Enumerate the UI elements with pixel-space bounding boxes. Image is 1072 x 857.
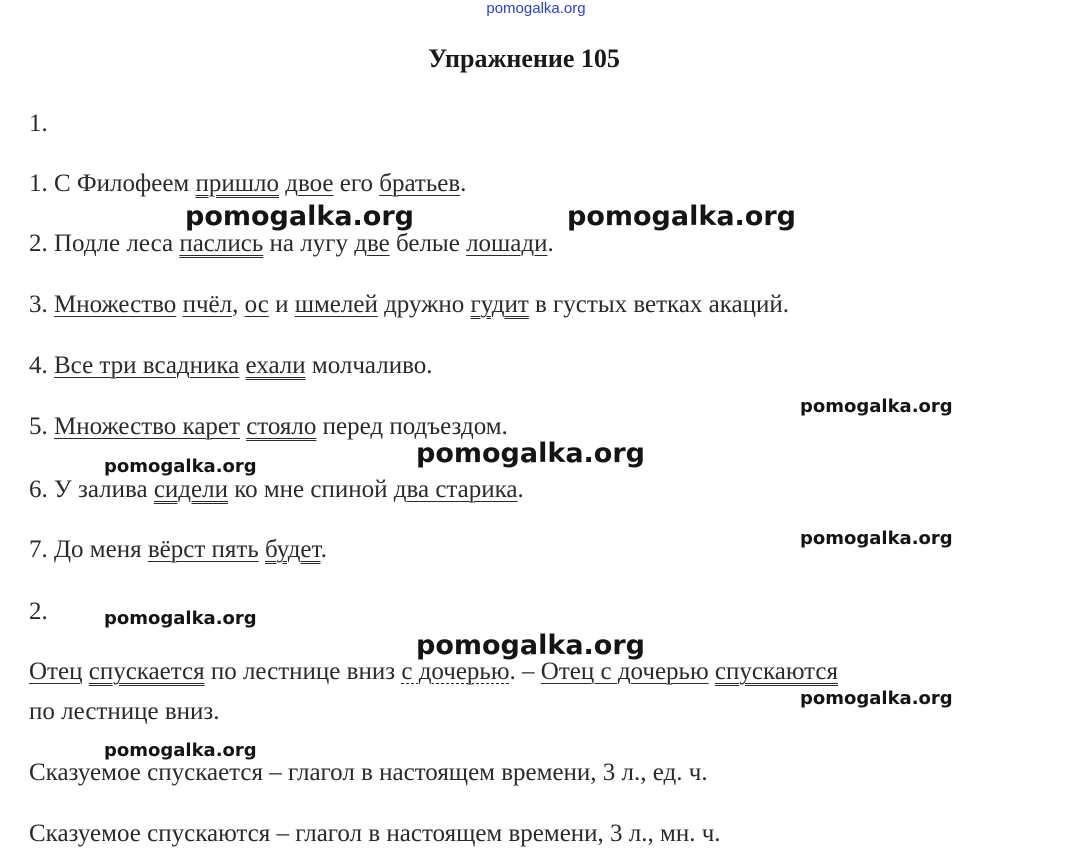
watermark: pomogalka.org xyxy=(800,528,953,549)
text-segment: по лестнице вниз xyxy=(204,658,402,685)
text-segment: ко мне спиной xyxy=(227,476,394,503)
text-segment: . – xyxy=(509,658,541,685)
top-watermark: pomogalka.org xyxy=(486,0,586,17)
sentence-2 xyxy=(29,230,554,258)
text-segment: 4. xyxy=(29,352,54,379)
text-segment: 5. xyxy=(29,413,54,440)
watermark: pomogalka.org xyxy=(416,438,645,469)
watermark: pomogalka.org xyxy=(416,630,645,661)
text-segment: молчаливо. xyxy=(305,352,433,379)
text-segment: его xyxy=(333,170,380,197)
underlined-word: ехали xyxy=(245,352,306,379)
predicate-plural-note: Сказуемое спускаются – глагол в настоящем времени, 3 л., мн. ч. xyxy=(29,820,721,847)
underlined-word: два старика xyxy=(393,476,518,503)
underlined-word: пчёл xyxy=(182,291,233,318)
text-segment: в густых ветках акаций. xyxy=(528,291,790,318)
text-segment: 7. До меня xyxy=(29,536,148,563)
text-segment: 2. Подле леса xyxy=(29,230,180,257)
watermark: pomogalka.org xyxy=(104,740,257,761)
underlined-word: Отец xyxy=(29,658,83,685)
sentence-3 xyxy=(29,291,789,319)
watermark: pomogalka.org xyxy=(800,688,953,709)
watermark: pomogalka.org xyxy=(104,608,257,629)
part-2-line-2: по лестнице вниз. xyxy=(29,698,220,725)
text-segment: 3. xyxy=(29,291,54,318)
watermark: pomogalka.org xyxy=(185,201,414,232)
sentence-4 xyxy=(29,352,432,380)
sentence-6 xyxy=(29,476,524,504)
text-segment: на лугу xyxy=(263,230,355,257)
underlined-word: две xyxy=(354,230,390,257)
underlined-word: двое xyxy=(285,170,334,197)
underlined-word: спускаются xyxy=(714,658,838,685)
text-segment: и xyxy=(268,291,295,318)
underlined-word: сидели xyxy=(153,476,228,503)
part-2-label: 2. xyxy=(29,598,48,625)
underlined-word: ос xyxy=(244,291,269,318)
sentence-1 xyxy=(29,170,466,198)
underlined-word: Отец с дочерью xyxy=(540,658,709,685)
underlined-word: паслись xyxy=(179,230,264,257)
part-1-label: 1. xyxy=(29,110,48,137)
text-segment: перед подъездом. xyxy=(316,413,508,440)
underlined-word: спускается xyxy=(88,658,205,685)
underlined-word: гудит xyxy=(470,291,529,318)
text-segment: . xyxy=(320,536,327,563)
text-segment: . xyxy=(460,170,467,197)
underlined-word: Множество карет xyxy=(54,413,240,440)
text-segment: белые xyxy=(389,230,467,257)
sentence-7 xyxy=(29,536,327,564)
text-segment: дружно xyxy=(377,291,471,318)
underlined-word: лошади xyxy=(466,230,548,257)
part-2-line-1 xyxy=(29,658,838,686)
text-segment: . xyxy=(517,476,524,503)
watermark: pomogalka.org xyxy=(567,201,796,232)
underlined-word: Множество xyxy=(54,291,177,318)
text-segment: . xyxy=(547,230,554,257)
underlined-word: стояло xyxy=(246,413,317,440)
underlined-word: вёрст пять xyxy=(147,536,259,563)
underlined-word: пришло xyxy=(195,170,279,197)
sentence-5 xyxy=(29,413,508,441)
predicate-singular-note: Сказуемое спускается – глагол в настоящем времени, 3 л., ед. ч. xyxy=(29,759,708,786)
text-segment: 1. С Филофеем xyxy=(29,170,196,197)
underlined-word: будет xyxy=(265,536,321,563)
text-segment: 6. У залива xyxy=(29,476,154,503)
underlined-word: братьев xyxy=(379,170,461,197)
watermark: pomogalka.org xyxy=(800,396,953,417)
text-segment: , xyxy=(232,291,245,318)
watermark: pomogalka.org xyxy=(104,456,257,477)
underlined-word: Все три всадника xyxy=(54,352,240,379)
page-title: Упражнение 105 xyxy=(428,44,620,73)
underlined-word: с дочерью xyxy=(401,658,510,685)
underlined-word: шмелей xyxy=(294,291,378,318)
